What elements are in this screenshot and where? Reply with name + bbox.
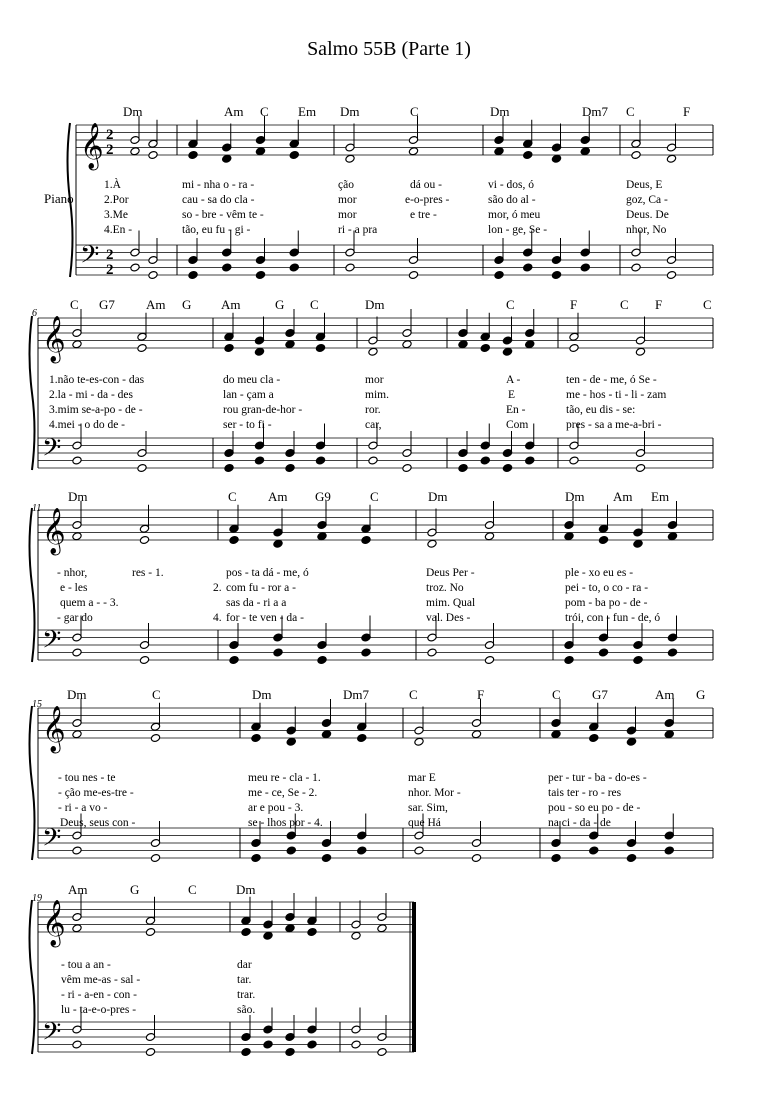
lyric-segment: pos - ta dá - me, ó xyxy=(226,567,309,579)
chord-symbol: G xyxy=(130,882,140,897)
notehead xyxy=(139,656,149,665)
lyric-segment: 4. xyxy=(213,612,222,624)
notehead xyxy=(285,464,295,473)
lyric-segment: Com xyxy=(506,419,529,431)
notehead xyxy=(130,147,140,156)
notehead xyxy=(307,928,317,937)
chord-symbol: C xyxy=(552,687,561,702)
notehead xyxy=(145,1048,155,1057)
lyric-segment: trói, con - fun - de, ó xyxy=(565,612,661,624)
chord-symbol: G xyxy=(696,687,706,702)
notehead xyxy=(145,928,155,937)
notehead xyxy=(285,1048,295,1057)
treble-clef-icon: 𝄞 xyxy=(42,706,66,752)
notehead xyxy=(285,340,295,349)
chord-symbol: G xyxy=(275,297,285,312)
notehead xyxy=(72,730,82,739)
notehead xyxy=(241,928,251,937)
chord-symbol: G7 xyxy=(99,297,115,312)
notehead xyxy=(317,656,327,665)
lyric-segment: 2.la - mi - da - des xyxy=(49,389,133,401)
lyric-segment: - tou nes - te xyxy=(58,772,116,784)
page-title: Salmo 55B (Parte 1) xyxy=(307,38,471,60)
lyric-segment: que Há xyxy=(408,817,441,829)
chord-symbol: G xyxy=(182,297,192,312)
time-signature: 2 xyxy=(106,247,114,263)
notehead xyxy=(255,271,265,280)
notehead xyxy=(137,344,147,353)
notehead xyxy=(494,271,504,280)
notehead xyxy=(351,1040,361,1049)
notehead xyxy=(480,456,490,465)
lyric-segment: - ção me-es-tre - xyxy=(58,787,134,799)
notehead xyxy=(525,340,535,349)
brace xyxy=(30,900,35,1054)
notehead xyxy=(589,846,599,855)
notehead xyxy=(402,464,412,473)
brace xyxy=(68,123,73,277)
notehead xyxy=(589,734,599,743)
notehead xyxy=(551,730,561,739)
lyric-segment: 2.Por xyxy=(104,194,129,206)
notehead xyxy=(139,536,149,545)
notehead xyxy=(361,648,371,657)
instrument-label: Piano xyxy=(44,191,74,206)
lyric-segment: mar E xyxy=(408,772,436,784)
bass-clef-icon: 𝄢 xyxy=(42,433,62,469)
lyric-segment: tar. xyxy=(237,974,252,986)
notehead xyxy=(525,456,535,465)
chord-symbol: Am xyxy=(268,489,288,504)
lyric-segment: pres - sa a me-a-bri - xyxy=(566,419,662,431)
lyric-segment: tão, eu dis - se: xyxy=(566,404,636,416)
lyric-segment: quem a - - 3. xyxy=(60,597,119,609)
lyric-segment: A - xyxy=(506,374,521,386)
notehead xyxy=(345,154,355,163)
lyric-segment: sar. Sim, xyxy=(408,802,448,814)
notehead xyxy=(315,344,325,353)
notehead xyxy=(72,532,82,541)
chord-symbol: C xyxy=(188,882,197,897)
lyric-segment: cau - sa do cla - xyxy=(182,194,255,206)
notehead xyxy=(72,456,82,465)
notehead xyxy=(130,263,140,272)
notehead xyxy=(635,464,645,473)
notehead xyxy=(357,734,367,743)
lyric-segment: nhor, No xyxy=(626,224,667,236)
notehead xyxy=(273,539,283,548)
measure-number: 6 xyxy=(32,308,37,319)
notehead xyxy=(289,263,299,272)
chord-symbol: Dm7 xyxy=(582,104,608,119)
time-signature: 2 xyxy=(106,127,114,143)
notehead xyxy=(229,656,239,665)
chord-symbol: Dm xyxy=(565,489,585,504)
lyric-segment: meu re - cla - 1. xyxy=(248,772,321,784)
notehead xyxy=(484,656,494,665)
notehead xyxy=(251,734,261,743)
lyric-segment: vi - dos, ó xyxy=(488,179,534,191)
lyric-segment: 1.não te-es-con - das xyxy=(49,374,145,386)
lyric-segment: rou gran-de-hor - xyxy=(223,404,303,416)
notehead xyxy=(255,147,265,156)
lyric-segment: tão, eu fu - gi - xyxy=(182,224,251,236)
notehead xyxy=(523,151,533,160)
notehead xyxy=(664,730,674,739)
notehead xyxy=(580,263,590,272)
chord-symbol: C xyxy=(409,687,418,702)
notehead xyxy=(551,271,561,280)
notehead xyxy=(315,456,325,465)
notehead xyxy=(551,854,561,863)
lyric-segment: car, xyxy=(365,419,382,431)
notehead xyxy=(224,344,234,353)
lyric-segment: E xyxy=(508,389,516,401)
chord-symbol: Dm xyxy=(428,489,448,504)
lyric-segment: 4.mei - o do de - xyxy=(49,419,126,431)
lyric-segment: val. Des - xyxy=(426,612,471,624)
lyric-segment: do meu cla - xyxy=(223,374,281,386)
notehead xyxy=(289,151,299,160)
notehead xyxy=(502,347,512,356)
lyric-segment: En - xyxy=(506,404,526,416)
lyric-segment: ri - a pra xyxy=(338,224,378,236)
notehead xyxy=(72,924,82,933)
notehead xyxy=(254,347,264,356)
notehead xyxy=(188,271,198,280)
chord-symbol: C xyxy=(410,104,419,119)
notehead xyxy=(667,532,677,541)
notehead xyxy=(222,154,232,163)
lyric-segment: - gar do xyxy=(57,612,93,624)
chord-symbol: F xyxy=(477,687,485,702)
treble-clef-icon: 𝄞 xyxy=(42,316,66,362)
notehead xyxy=(72,1040,82,1049)
chord-symbol: Dm7 xyxy=(343,687,369,702)
notehead xyxy=(224,464,234,473)
notehead xyxy=(414,737,424,746)
lyric-segment: e tre - xyxy=(410,209,437,221)
lyric-segment: nhor. Mor - xyxy=(408,787,461,799)
lyric-segment: e - les xyxy=(60,582,88,594)
notehead xyxy=(664,846,674,855)
lyric-segment: mor xyxy=(365,374,384,386)
notehead xyxy=(361,536,371,545)
notehead xyxy=(480,344,490,353)
measure-number: 11 xyxy=(32,503,42,514)
notehead xyxy=(598,648,608,657)
bass-clef-icon: 𝄢 xyxy=(80,240,100,276)
lyric-segment: so - bre - vêm te - xyxy=(182,209,264,221)
lyric-segment: são do al - xyxy=(488,194,536,206)
notehead xyxy=(351,931,361,940)
notehead xyxy=(666,271,676,280)
notehead xyxy=(368,347,378,356)
notehead xyxy=(321,730,331,739)
chord-symbol: C xyxy=(626,104,635,119)
lyric-segment: pom - ba po - de - xyxy=(565,597,648,609)
chord-symbol: Am xyxy=(613,489,633,504)
chord-symbol: Em xyxy=(298,104,317,119)
notehead xyxy=(626,854,636,863)
chord-symbol: C xyxy=(370,489,379,504)
notehead xyxy=(408,147,418,156)
notehead xyxy=(427,539,437,548)
chord-symbol: Am xyxy=(221,297,241,312)
lyric-segment: mim. xyxy=(365,389,389,401)
lyric-segment: mor xyxy=(338,209,357,221)
notehead xyxy=(377,1048,387,1057)
lyric-segment: ser - to fi - xyxy=(223,419,272,431)
bass-clef-icon: 𝄢 xyxy=(42,625,62,661)
notehead xyxy=(551,154,561,163)
chord-symbol: F xyxy=(683,104,691,119)
chord-symbol: C xyxy=(506,297,515,312)
lyric-segment: são. xyxy=(237,1004,256,1016)
brace xyxy=(30,508,35,662)
lyric-segment: Deus, E xyxy=(626,179,663,191)
notehead xyxy=(285,924,295,933)
lyric-segment: ror. xyxy=(365,404,381,416)
notehead xyxy=(667,648,677,657)
chord-symbol: Dm xyxy=(236,882,256,897)
lyric-segment: - ri - a-en - con - xyxy=(61,989,137,1001)
lyric-segment: ar e pou - 3. xyxy=(248,802,304,814)
lyric-segment: e-o-pres - xyxy=(405,194,450,206)
notehead xyxy=(598,536,608,545)
chord-symbol: Am xyxy=(224,104,244,119)
notehead xyxy=(633,539,643,548)
lyric-segment: dar xyxy=(237,959,252,971)
lyric-segment: com fu - ror a - xyxy=(226,582,296,594)
notehead xyxy=(580,147,590,156)
lyric-segment: troz. No xyxy=(426,582,464,594)
notehead xyxy=(408,271,418,280)
notehead xyxy=(72,648,82,657)
notehead xyxy=(377,924,387,933)
notehead xyxy=(631,263,641,272)
chord-symbol: Dm xyxy=(252,687,272,702)
brace xyxy=(30,706,35,860)
notehead xyxy=(564,656,574,665)
chord-symbol: Am xyxy=(655,687,675,702)
notehead xyxy=(72,846,82,855)
lyric-segment: mor, ó meu xyxy=(488,209,541,221)
chord-symbol: Dm xyxy=(123,104,143,119)
notehead xyxy=(368,456,378,465)
treble-clef-icon: 𝄞 xyxy=(80,123,104,169)
treble-clef-icon: 𝄞 xyxy=(42,900,66,946)
lyric-segment: Deus Per - xyxy=(426,567,475,579)
notehead xyxy=(633,656,643,665)
notehead xyxy=(150,734,160,743)
notehead xyxy=(229,536,239,545)
notehead xyxy=(569,344,579,353)
notehead xyxy=(263,1040,273,1049)
lyric-segment: ten - de - me, ó Se - xyxy=(566,374,657,386)
chord-symbol: C xyxy=(310,297,319,312)
lyric-segment: 2. xyxy=(213,582,222,594)
notehead xyxy=(251,854,261,863)
notehead xyxy=(188,151,198,160)
time-signature: 2 xyxy=(106,142,114,158)
chord-symbol: F xyxy=(570,297,578,312)
lyric-segment: per - tur - ba - do-es - xyxy=(548,772,647,784)
lyric-segment: se - lhos por - 4. xyxy=(248,817,323,829)
lyric-segment: me - hos - ti - li - zam xyxy=(566,389,667,401)
chord-symbol: Am xyxy=(68,882,88,897)
lyric-segment: mor xyxy=(338,194,357,206)
notehead xyxy=(458,340,468,349)
lyric-segment: - ri - a vo - xyxy=(58,802,108,814)
time-signature: 2 xyxy=(106,262,114,278)
lyric-segment: goz, Ca - xyxy=(626,194,668,206)
lyric-segment: res - 1. xyxy=(132,567,164,579)
notehead xyxy=(345,263,355,272)
notehead xyxy=(273,648,283,657)
notehead xyxy=(307,1040,317,1049)
lyric-segment: lan - çam a xyxy=(223,389,274,401)
notehead xyxy=(471,730,481,739)
lyric-segment: lon - ge, Se - xyxy=(488,224,548,236)
notehead xyxy=(357,846,367,855)
notehead xyxy=(523,263,533,272)
notehead xyxy=(427,648,437,657)
notehead xyxy=(148,151,158,160)
lyric-segment: mi - nha o - ra - xyxy=(182,179,255,191)
lyric-segment: 4.En - xyxy=(104,224,133,236)
notehead xyxy=(254,456,264,465)
chord-symbol: C xyxy=(620,297,629,312)
lyric-segment: tais ter - ro - res xyxy=(548,787,622,799)
chord-symbol: C xyxy=(260,104,269,119)
measure-number: 15 xyxy=(32,699,42,710)
notehead xyxy=(631,151,641,160)
lyric-segment: me - ce, Se - 2. xyxy=(248,787,318,799)
lyric-segment: ção xyxy=(338,179,354,191)
notehead xyxy=(414,846,424,855)
chord-symbol: C xyxy=(152,687,161,702)
notehead xyxy=(666,154,676,163)
notehead xyxy=(137,464,147,473)
notehead xyxy=(502,464,512,473)
lyric-segment: ple - xo eu es - xyxy=(565,567,634,579)
notehead xyxy=(263,931,273,940)
notehead xyxy=(321,854,331,863)
notehead xyxy=(286,846,296,855)
lyric-segment: 1.À xyxy=(104,179,121,191)
chord-symbol: G9 xyxy=(315,489,331,504)
chord-symbol: Dm xyxy=(68,489,88,504)
notehead xyxy=(148,271,158,280)
measure-number: 19 xyxy=(32,893,42,904)
chord-symbol: Dm xyxy=(365,297,385,312)
lyric-segment: - tou a an - xyxy=(61,959,111,971)
treble-clef-icon: 𝄞 xyxy=(42,508,66,554)
notehead xyxy=(626,737,636,746)
lyric-segment: lu - ta-e-o-pres - xyxy=(61,1004,137,1016)
lyric-segment: 3.mim se-a-po - de - xyxy=(49,404,143,416)
notehead xyxy=(635,347,645,356)
notehead xyxy=(222,263,232,272)
lyric-segment: Deus. De xyxy=(626,209,669,221)
brace xyxy=(30,316,35,470)
notehead xyxy=(402,340,412,349)
bass-clef-icon: 𝄢 xyxy=(42,823,62,859)
lyric-segment: dá ou - xyxy=(410,179,442,191)
lyric-segment: na ci - da - de xyxy=(548,817,611,829)
bass-clef-icon: 𝄢 xyxy=(42,1017,62,1053)
chord-symbol: C xyxy=(70,297,79,312)
notehead xyxy=(458,464,468,473)
notehead xyxy=(484,532,494,541)
chord-symbol: C xyxy=(228,489,237,504)
lyric-segment: sas da - ri a a xyxy=(226,597,287,609)
notehead xyxy=(286,737,296,746)
notehead xyxy=(317,532,327,541)
chord-symbol: Am xyxy=(146,297,166,312)
lyric-segment: pou - so eu po - de - xyxy=(548,802,641,814)
notehead xyxy=(241,1048,251,1057)
notehead xyxy=(72,340,82,349)
notehead xyxy=(471,854,481,863)
notehead xyxy=(564,532,574,541)
chord-symbol: Dm xyxy=(67,687,87,702)
chord-symbol: Em xyxy=(651,489,670,504)
chord-symbol: F xyxy=(655,297,663,312)
notehead xyxy=(150,854,160,863)
lyric-segment: trar. xyxy=(237,989,256,1001)
chord-symbol: Dm xyxy=(340,104,360,119)
notehead xyxy=(569,456,579,465)
lyric-segment: mim. Qual xyxy=(426,597,476,609)
chord-symbol: Dm xyxy=(490,104,510,119)
lyric-segment: 3.Me xyxy=(104,209,128,221)
chord-symbol: C xyxy=(703,297,712,312)
notehead xyxy=(494,147,504,156)
lyric-segment: - nhor, xyxy=(57,567,88,579)
lyric-segment: Deus, seus con - xyxy=(60,817,136,829)
lyric-segment: pei - to, o co - ra - xyxy=(565,582,649,594)
lyric-segment: vêm me-as - sal - xyxy=(61,974,141,986)
chord-symbol: G7 xyxy=(592,687,608,702)
lyric-segment: for - te ven - da - xyxy=(226,612,304,624)
